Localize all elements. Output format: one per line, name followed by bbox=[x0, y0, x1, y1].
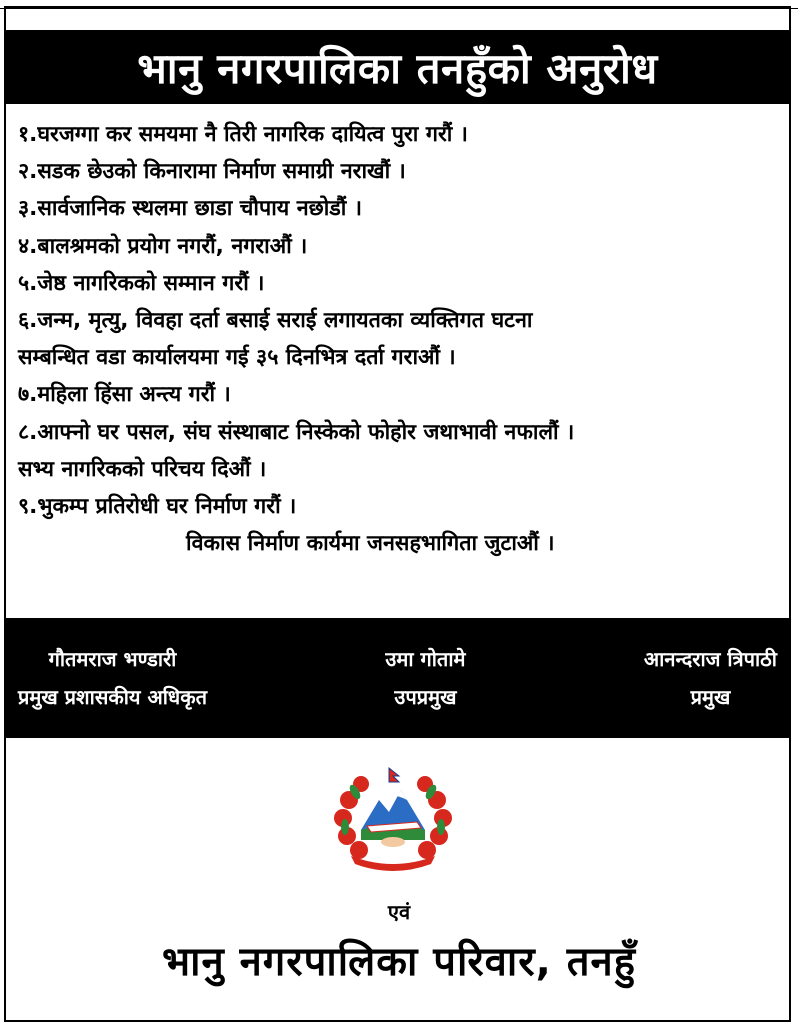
request-item: ७.महिला हिंसा अन्त्य गरौं । bbox=[18, 382, 231, 408]
notice-title bbox=[4, 30, 791, 104]
conjunction-text: एवं bbox=[387, 900, 411, 924]
signatory-3 bbox=[644, 640, 777, 716]
signatory-name: उमा गोतामे bbox=[385, 647, 466, 671]
signatory-title: उपप्रमुख bbox=[394, 685, 457, 709]
signatory-name: गौतमराज भण्डारी bbox=[48, 647, 177, 671]
request-list bbox=[18, 116, 783, 562]
request-item: ६.जन्म, मृत्यु, विवहा दर्ता बसाई सराई लगायतका व्यक्तिगत घटना bbox=[18, 307, 533, 333]
signatory-2 bbox=[385, 640, 465, 716]
signatory-1 bbox=[18, 640, 207, 716]
signatory-name: आनन्दराज त्रिपाठी bbox=[643, 647, 777, 671]
request-item: १.घरजग्गा कर समयमा नै तिरी नागरिक दायित्व पुरा गरौं । bbox=[18, 122, 468, 147]
signatory-title: प्रमुख bbox=[690, 685, 731, 709]
request-item: ४.बालश्रमको प्रयोग नगरौं, नगराऔं । bbox=[18, 233, 308, 259]
request-item: ८.आफ्नो घर पसल, संघ संस्थाबाट निस्केको फोहोर जथाभावी नफालौं । bbox=[18, 419, 575, 445]
request-item: ३.सार्वजानिक स्थलमा छाडा चौपाय नछोडौं । bbox=[18, 196, 363, 222]
request-item: ९.भुकम्प प्रतिरोधी घर निर्माण गरौं । bbox=[18, 493, 297, 519]
request-item-closing: विकास निर्माण कार्यमा जनसहभागिता जुटाऔं । bbox=[186, 531, 555, 557]
request-item: ५.जेष्ठ नागरिकको सम्मान गरौं । bbox=[18, 270, 265, 296]
request-item: सम्बन्धित वडा कार्यालयमा गई ३५ दिनभित्र दर्ता गराऔं । bbox=[18, 345, 456, 371]
notice-title-text: भानु नगरपालिका तनहुँको अनुरोध bbox=[137, 43, 658, 93]
nepal-emblem-icon bbox=[331, 760, 455, 872]
request-item: २.सडक छेउको किनारामा निर्माण समाग्री नराखौं । bbox=[18, 159, 406, 185]
signatory-band bbox=[4, 618, 791, 738]
family-signoff: भानु नगरपालिका परिवार, तनहुँ bbox=[161, 939, 636, 985]
request-item: सभ्य नागरिकको परिचय दिऔं । bbox=[18, 456, 267, 482]
signatory-title: प्रमुख प्रशासकीय अधिकृत bbox=[18, 685, 207, 709]
